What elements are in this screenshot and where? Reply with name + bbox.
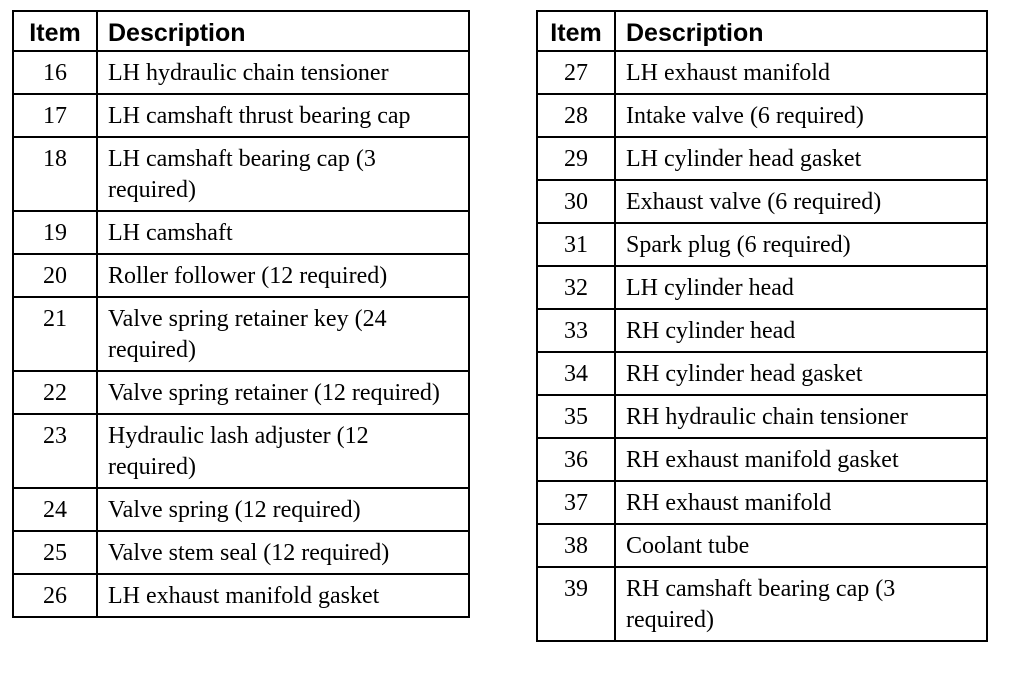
item-number: 22 (13, 371, 97, 414)
item-number: 20 (13, 254, 97, 297)
table-row (537, 137, 987, 180)
table-body (13, 51, 469, 617)
item-number: 26 (13, 574, 97, 617)
table-row (13, 94, 469, 137)
item-description: Hydraulic lash adjuster (12 required) (97, 414, 469, 488)
table-row (13, 137, 469, 211)
table-row (13, 531, 469, 574)
item-number: 21 (13, 297, 97, 371)
table-row (537, 567, 987, 641)
table-row (537, 438, 987, 481)
item-number: 25 (13, 531, 97, 574)
item-description: LH cylinder head (615, 266, 987, 309)
item-number: 34 (537, 352, 615, 395)
item-number: 39 (537, 567, 615, 641)
item-number: 27 (537, 51, 615, 94)
item-column-header: Item (537, 11, 615, 51)
item-description: RH camshaft bearing cap (3 required) (615, 567, 987, 641)
item-number: 33 (537, 309, 615, 352)
table-row (537, 223, 987, 266)
header-row (13, 11, 469, 51)
item-description: LH cylinder head gasket (615, 137, 987, 180)
item-number: 18 (13, 137, 97, 211)
item-number: 38 (537, 524, 615, 567)
table-row (13, 211, 469, 254)
table-row (13, 371, 469, 414)
item-description: Roller follower (12 required) (97, 254, 469, 297)
item-number: 37 (537, 481, 615, 524)
item-number: 32 (537, 266, 615, 309)
table-row (13, 414, 469, 488)
description-column-header: Description (615, 11, 987, 51)
table-body (537, 51, 987, 641)
item-number: 16 (13, 51, 97, 94)
table-row (13, 297, 469, 371)
item-description: Valve spring retainer (12 required) (97, 371, 469, 414)
item-description: RH exhaust manifold gasket (615, 438, 987, 481)
parts-table-right (536, 10, 988, 642)
item-number: 28 (537, 94, 615, 137)
item-description: Valve stem seal (12 required) (97, 531, 469, 574)
item-description: LH hydraulic chain tensioner (97, 51, 469, 94)
item-description: RH cylinder head gasket (615, 352, 987, 395)
item-description: Intake valve (6 required) (615, 94, 987, 137)
item-number: 31 (537, 223, 615, 266)
item-description: Valve spring (12 required) (97, 488, 469, 531)
table-row (537, 180, 987, 223)
item-number: 30 (537, 180, 615, 223)
table-row (537, 395, 987, 438)
item-description: LH camshaft bearing cap (3 required) (97, 137, 469, 211)
table-row (13, 488, 469, 531)
item-description: RH exhaust manifold (615, 481, 987, 524)
item-description: LH camshaft thrust bearing cap (97, 94, 469, 137)
item-description: LH exhaust manifold gasket (97, 574, 469, 617)
table-row (537, 524, 987, 567)
item-number: 24 (13, 488, 97, 531)
item-number: 29 (537, 137, 615, 180)
item-description: RH hydraulic chain tensioner (615, 395, 987, 438)
table-row (537, 309, 987, 352)
item-description: Exhaust valve (6 required) (615, 180, 987, 223)
table-row (537, 94, 987, 137)
table-row (13, 51, 469, 94)
item-description: Valve spring retainer key (24 required) (97, 297, 469, 371)
table-row (537, 266, 987, 309)
parts-table-left (12, 10, 470, 618)
item-number: 36 (537, 438, 615, 481)
item-description: LH exhaust manifold (615, 51, 987, 94)
item-description: Spark plug (6 required) (615, 223, 987, 266)
item-number: 17 (13, 94, 97, 137)
table-row (13, 574, 469, 617)
item-description: RH cylinder head (615, 309, 987, 352)
table-row (537, 481, 987, 524)
description-column-header: Description (97, 11, 469, 51)
table-row (13, 254, 469, 297)
item-column-header: Item (13, 11, 97, 51)
item-description: LH camshaft (97, 211, 469, 254)
item-number: 35 (537, 395, 615, 438)
item-number: 23 (13, 414, 97, 488)
table-row (537, 51, 987, 94)
table-row (537, 352, 987, 395)
item-description: Coolant tube (615, 524, 987, 567)
item-number: 19 (13, 211, 97, 254)
header-row (537, 11, 987, 51)
